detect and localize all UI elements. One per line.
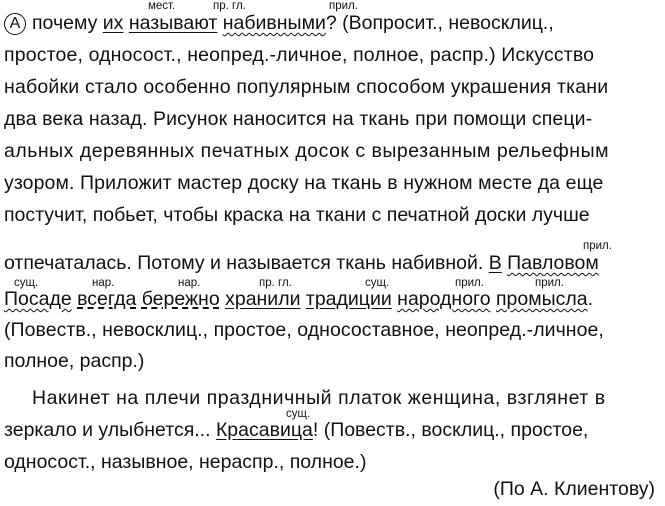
text-line-8 bbox=[4, 250, 659, 276]
text-line-9 bbox=[4, 286, 659, 312]
line-13-rest: ! (Повеств., восклиц., простое, bbox=[312, 419, 589, 441]
text-line-3: набойки стало особенно популярным способом украшения ткани bbox=[4, 76, 609, 98]
word-promysla: промысла bbox=[496, 288, 588, 310]
annotation-nar: нар. bbox=[92, 277, 115, 289]
word-hranili: хранили bbox=[225, 288, 301, 310]
word-ih: их bbox=[102, 12, 124, 34]
annotation-mest: мест. bbox=[148, 0, 176, 12]
text-line-7: постучит, побьет, чтобы краска на ткани с печатной доски лучше bbox=[4, 204, 590, 226]
annotation-sushch-2: сущ. bbox=[365, 277, 390, 289]
annotation-pril: прил. bbox=[329, 0, 358, 12]
text-line-14: односост., назывное, нераспр., полное.) bbox=[4, 451, 367, 473]
word-pochemu: почему bbox=[32, 12, 98, 34]
text-line-4: два века назад. Рисунок наносится на ткань при помощи специ- bbox=[4, 108, 593, 130]
word-vsegda: всегда bbox=[77, 288, 137, 310]
word-berezhno: бережно bbox=[141, 288, 220, 310]
word-pavlovom: Павловом bbox=[507, 252, 599, 274]
annotation-pril-2: прил. bbox=[583, 240, 612, 252]
annotation-pr-gl-2: пр. гл. bbox=[259, 277, 292, 289]
word-nabivnymi: набивными bbox=[222, 12, 326, 34]
text-line-10: (Повеств., невосклиц., простое, односоставное, неопред.-личное, bbox=[4, 319, 604, 341]
line-13-start: зеркало и улыбнется... bbox=[4, 419, 211, 441]
text-line-12: Накинет на плечи праздничный платок женщина, взглянет в bbox=[32, 387, 606, 409]
word-narodnogo: народного bbox=[397, 288, 491, 310]
annotation-pr-gl: пр. гл. bbox=[213, 0, 246, 12]
word-nazyvayut: называют bbox=[128, 12, 218, 34]
text-line-2: простое, односост., неопред.-личное, полное, распр.) Искусство bbox=[4, 44, 595, 66]
word-tradicii: традиции bbox=[305, 288, 392, 310]
text-line-13 bbox=[4, 417, 659, 443]
line-9-dot: . bbox=[587, 288, 594, 310]
text-line-5: альных деревянных печатных досок с вырезанным рельефным bbox=[4, 140, 609, 162]
line-1-rest: ? (Вопросит., невосклиц., bbox=[325, 12, 554, 34]
text-line-11: полное, распр.) bbox=[4, 350, 145, 372]
word-krasavica: Красавица bbox=[215, 419, 313, 441]
line-8-text: отпечаталась. Потому и называется ткань набивной. bbox=[4, 252, 484, 274]
annotation-sushch: сущ. bbox=[14, 277, 39, 289]
text-line-6: узором. Приложит мастер доску на ткань в нужном месте да еще bbox=[4, 172, 604, 194]
text-line-1 bbox=[4, 10, 659, 36]
annotation-sushch-3: сущ. bbox=[286, 408, 311, 420]
word-v: В bbox=[488, 252, 502, 274]
annotation-nar-2: нар. bbox=[178, 277, 201, 289]
annotation-pril-3: прил. bbox=[455, 277, 484, 289]
word-posade: Посаде bbox=[4, 288, 72, 310]
annotation-pril-4: прил. bbox=[535, 277, 564, 289]
attribution: (По А. Клиентову) bbox=[493, 478, 655, 500]
circle-letter-badge: А bbox=[4, 13, 26, 35]
